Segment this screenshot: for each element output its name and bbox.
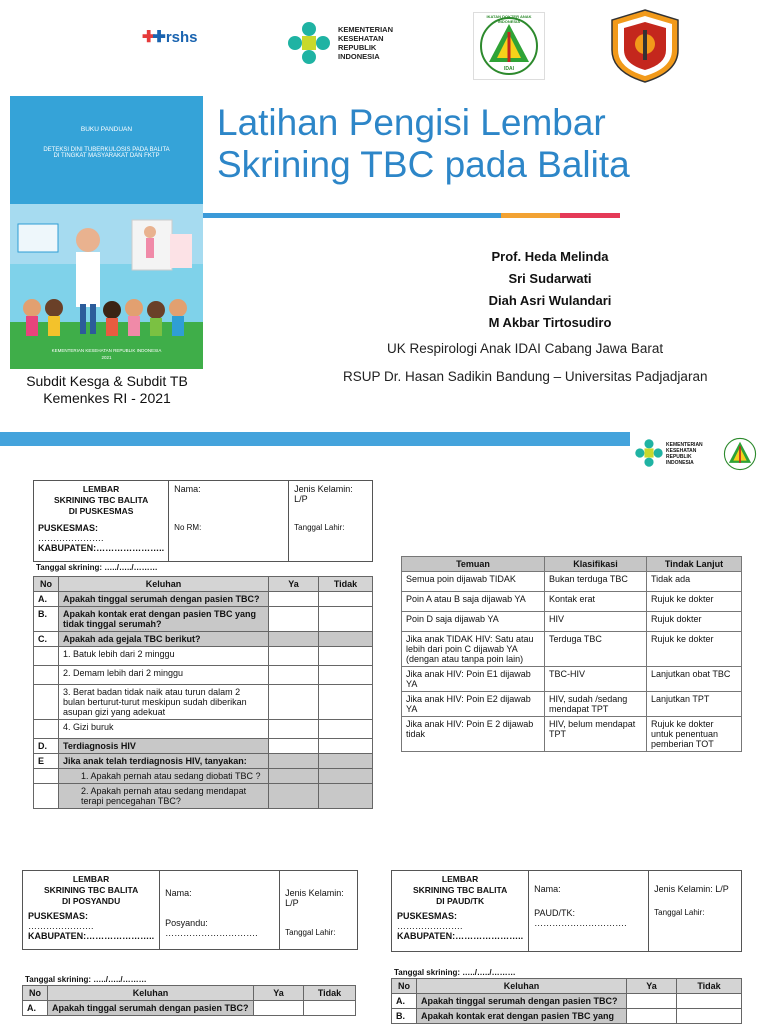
cls-r4-tindak: Rujuk ke dokter — [647, 632, 742, 667]
form3-jenis-label: Jenis Kelamin: L/P — [654, 884, 729, 894]
table-row — [392, 1009, 742, 1024]
form3-row-b-no: B. — [392, 1009, 417, 1024]
cls-r4-temuan: Jika anak TIDAK HIV: Satu atau lebih dari poin C dijawab YA (dengan atau tanpa poin lain) — [402, 632, 545, 667]
form1-row-e2-no — [34, 784, 59, 809]
form3-paud-label: PAUD/TK: — [534, 908, 576, 918]
form1-row-c3-tidak[interactable] — [319, 685, 373, 720]
table-row — [34, 754, 373, 769]
form1-header — [33, 480, 373, 562]
form1-row-b-tidak[interactable] — [319, 607, 373, 632]
book-year: 2021 — [101, 355, 112, 360]
form3-header — [391, 870, 742, 952]
form1-row-a-text: Apakah tinggal serumah dengan pasien TBC? — [59, 592, 269, 607]
form1-table — [33, 576, 373, 809]
subdit-caption — [12, 373, 202, 407]
table-row — [402, 592, 742, 612]
title-bar-orange — [501, 213, 560, 218]
form2-nama-label: Nama: — [165, 888, 192, 898]
form1-row-c2-ya[interactable] — [269, 666, 319, 685]
table-row — [402, 717, 742, 752]
form3-col-keluhan: Keluhan — [417, 979, 627, 994]
form1-col-ya: Ya — [269, 577, 319, 592]
form2-tgl-lahir-label: Tanggal Lahir: — [285, 928, 336, 937]
cls-r1-temuan: Semua poin dijawab TIDAK — [402, 572, 545, 592]
form1-row-c3-ya[interactable] — [269, 685, 319, 720]
form1-nama-label: Nama: — [174, 484, 201, 494]
form1-row-d-tidak[interactable] — [319, 739, 373, 754]
cls-r5-klas: TBC-HIV — [545, 667, 647, 692]
form2-title-1: LEMBAR — [72, 874, 110, 884]
cls-r2-klas: Kontak erat — [545, 592, 647, 612]
form1-tgl-lahir-label: Tanggal Lahir: — [294, 522, 345, 532]
table-row — [392, 994, 742, 1009]
classification-table — [401, 556, 742, 752]
table-row — [402, 692, 742, 717]
form1-row-c1-tidak[interactable] — [319, 647, 373, 666]
idai-ring-text: IKATAN DOKTER ANAK INDONESIA — [486, 14, 532, 24]
form2-posyandu-dots: …………………………. — [165, 928, 258, 938]
form1-row-d-text: Terdiagnosis HIV — [59, 739, 269, 754]
form2-row-a-no: A. — [23, 1001, 48, 1016]
table-row — [402, 632, 742, 667]
table-row — [34, 666, 373, 685]
cls-r3-temuan: Poin D saja dijawab YA — [402, 612, 545, 632]
table-row — [34, 784, 373, 809]
cls-r2-temuan: Poin A atau B saja dijawab YA — [402, 592, 545, 612]
form3-row-a-text: Apakah tinggal serumah dengan pasien TBC? — [417, 994, 627, 1009]
table-row — [34, 769, 373, 784]
table-row — [34, 632, 373, 647]
author-2: Sri Sudarwati — [508, 271, 592, 286]
form1-row-b-no: B. — [34, 607, 59, 632]
form3-col-tidak: Tidak — [677, 979, 742, 994]
title-bar-red — [560, 213, 620, 218]
cls-r7-temuan: Jika anak HIV: Poin E 2 dijawab tidak — [402, 717, 545, 752]
form3-paud-dots: …………………………. — [534, 918, 627, 928]
form3-row-b-ya[interactable] — [627, 1009, 677, 1024]
form2-row-a-tidak[interactable] — [304, 1001, 356, 1016]
form3-col-ya: Ya — [627, 979, 677, 994]
form2-posyandu-label: Posyandu: — [165, 918, 208, 928]
author-list — [440, 246, 660, 334]
form1-jenis-label: Jenis Kelamin: L/P — [294, 484, 353, 504]
form1-row-c1-no — [34, 647, 59, 666]
form3-title-3: DI PAUD/TK — [436, 896, 485, 906]
form1-row-e2-tidak[interactable] — [319, 784, 373, 809]
book-subtitle-2: DI TINGKAT MASYARAKAT DAN FKTP — [53, 153, 160, 159]
form1-row-e-tidak — [319, 754, 373, 769]
form3-row-a-tidak[interactable] — [677, 994, 742, 1009]
cls-r7-klas: HIV, belum mendapat TPT — [545, 717, 647, 752]
form1-row-d-no: D. — [34, 739, 59, 754]
table-row — [34, 592, 373, 607]
cls-r5-temuan: Jika anak HIV: Poin E1 dijawab YA — [402, 667, 545, 692]
form1-row-c2-text: 2. Demam lebih dari 2 minggu — [59, 666, 269, 685]
form1-row-a-tidak[interactable] — [319, 592, 373, 607]
kemenkes-emblem-icon — [286, 20, 332, 66]
cls-r1-tindak: Tidak ada — [647, 572, 742, 592]
kemenkes-line-1: KEMENTERIAN — [338, 25, 394, 34]
form2-row-a-text: Apakah tinggal serumah dengan pasien TBC? — [48, 1001, 254, 1016]
table-row — [402, 572, 742, 592]
form1-row-d-ya[interactable] — [269, 739, 319, 754]
cls-r6-klas: HIV, sudah /sedang mendapat TPT — [545, 692, 647, 717]
table-row — [34, 647, 373, 666]
form1-row-a-ya[interactable] — [269, 592, 319, 607]
form1-row-e1-text: 1. Apakah pernah atau sedang diobati TBC ? — [59, 769, 269, 784]
form1-row-c3-no — [34, 685, 59, 720]
form2-jenis-label: Jenis Kelamin: L/P — [285, 888, 344, 908]
form1-row-c3-text: 3. Berat badan tidak naik atau turun dalam 2 bulan berturut-turut meskipun sudah diberikan asupan gizi yang adekuat — [59, 685, 269, 720]
title-line-1: Latihan Pengisi Lembar — [217, 102, 606, 143]
form1-tgl-skrining: Tanggal skrining: …../…../……… — [36, 563, 158, 572]
title-bar-blue — [203, 213, 501, 218]
form2-tgl-skrining: Tanggal skrining: …../…../……… — [25, 975, 147, 984]
idai-abbr: IDAI — [504, 66, 514, 72]
form3-puskesmas-label: PUSKESMAS: — [397, 911, 458, 921]
kemenkes-small-line-1: KEMENTERIAN — [666, 442, 703, 448]
table-row — [402, 667, 742, 692]
cls-r6-tindak: Lanjutkan TPT — [647, 692, 742, 717]
form3-row-a-ya[interactable] — [627, 994, 677, 1009]
form1-row-c2-no — [34, 666, 59, 685]
table-row — [23, 1001, 356, 1016]
form1-col-no: No — [34, 577, 59, 592]
rshs-cross-icon: ✚✚ — [142, 29, 163, 46]
kemenkes-small-line-2: KESEHATAN — [666, 448, 697, 454]
cls-r5-tindak: Lanjutkan obat TBC — [647, 667, 742, 692]
cls-col-temuan: Temuan — [402, 557, 545, 572]
form2-kabupaten-label: KABUPATEN:………………….. — [28, 931, 155, 941]
form1-title-1: LEMBAR — [82, 484, 120, 494]
form1-row-e-ya — [269, 754, 319, 769]
subdit-line-2: Kemenkes RI - 2021 — [43, 390, 171, 406]
form1-row-c-text: Apakah ada gejala TBC berikut? — [59, 632, 269, 647]
form1-title-2: SKRINING TBC BALITA — [53, 495, 149, 505]
title-line-2: Skrining TBC pada Balita — [217, 144, 630, 185]
book-cover-image — [10, 96, 203, 369]
slide-divider-bar — [0, 432, 630, 446]
form1-puskesmas-dots: …………………. — [38, 533, 104, 543]
form1-row-c-ya — [269, 632, 319, 647]
kemenkes-small-emblem-icon — [634, 438, 664, 468]
author-3: Diah Asri Wulandari — [488, 293, 612, 308]
form3-tgl-skrining: Tanggal skrining: …../…../……… — [394, 968, 516, 977]
form2-puskesmas-dots: …………………. — [28, 921, 94, 931]
cls-r3-tindak: Rujuk dokter — [647, 612, 742, 632]
form2-row-a-ya[interactable] — [254, 1001, 304, 1016]
form2-col-tidak: Tidak — [304, 986, 356, 1001]
form3-title-2: SKRINING TBC BALITA — [412, 885, 508, 895]
form1-row-b-ya[interactable] — [269, 607, 319, 632]
cls-r4-klas: Terduga TBC — [545, 632, 647, 667]
author-4: M Akbar Tirtosudiro — [488, 315, 612, 330]
book-publisher: KEMENTERIAN KESEHATAN REPUBLIK INDONESIA — [51, 348, 162, 353]
form1-row-c2-tidak[interactable] — [319, 666, 373, 685]
book-title: BUKU PANDUAN — [80, 126, 133, 133]
cls-col-tindak: Tindak Lanjut — [647, 557, 742, 572]
form2-header — [22, 870, 358, 950]
kemenkes-line-3: REPUBLIK — [338, 43, 377, 52]
form3-col-no: No — [392, 979, 417, 994]
form1-row-e1-tidak[interactable] — [319, 769, 373, 784]
author-1: Prof. Heda Melinda — [491, 249, 609, 264]
form1-col-tidak: Tidak — [319, 577, 373, 592]
form1-title-3: DI PUSKESMAS — [68, 506, 134, 516]
affiliation-1: UK Respirologi Anak IDAI Cabang Jawa Barat — [387, 341, 664, 356]
table-row — [402, 612, 742, 632]
affiliation-2: RSUP Dr. Hasan Sadikin Bandung – Universitas Padjadjaran — [343, 369, 708, 384]
form1-row-c-tidak — [319, 632, 373, 647]
table-row — [34, 607, 373, 632]
form1-puskesmas-label: PUSKESMAS: — [38, 523, 99, 533]
form3-puskesmas-dots: …………………. — [397, 921, 463, 931]
form1-row-e-no: E — [34, 754, 59, 769]
book-subtitle-1: DETEKSI DINI TUBERKULOSIS PADA BALITA — [43, 147, 170, 153]
form1-col-keluhan: Keluhan — [59, 577, 269, 592]
kemenkes-line-2: KESEHATAN — [338, 34, 384, 43]
cls-r7-tindak: Rujuk ke dokter untuk penentuan pemberian TOT — [647, 717, 742, 752]
form3-row-b-tidak[interactable] — [677, 1009, 742, 1024]
cls-r3-klas: HIV — [545, 612, 647, 632]
page-title — [217, 102, 630, 186]
form3-table — [391, 978, 742, 1024]
table-row — [34, 685, 373, 720]
form3-row-a-no: A. — [392, 994, 417, 1009]
rshs-logo-text: rshs — [165, 28, 198, 46]
kemenkes-logo — [286, 20, 393, 66]
form3-kabupaten-label: KABUPATEN:………………….. — [397, 931, 524, 941]
subdit-line-1: Subdit Kesga & Subdit TB — [26, 373, 188, 389]
form1-row-e2-text: 2. Apakah pernah atau sedang mendapat terapi pencegahan TBC? — [59, 784, 269, 809]
form1-row-e1-no — [34, 769, 59, 784]
form1-row-e2-ya[interactable] — [269, 784, 319, 809]
form1-row-c4-text: 4. Gizi buruk — [59, 720, 269, 739]
form3-row-b-text: Apakah kontak erat dengan pasien TBC yang — [417, 1009, 627, 1024]
form2-table — [22, 985, 356, 1016]
form2-col-no: No — [23, 986, 48, 1001]
form2-title-2: SKRINING TBC BALITA — [43, 885, 139, 895]
form1-row-e1-ya[interactable] — [269, 769, 319, 784]
form2-col-ya: Ya — [254, 986, 304, 1001]
rshs-logo — [142, 27, 198, 47]
cls-col-klasifikasi: Klasifikasi — [545, 557, 647, 572]
unpad-logo — [608, 8, 682, 84]
table-row — [34, 739, 373, 754]
form1-row-c-no: C. — [34, 632, 59, 647]
form1-row-b-text: Apakah kontak erat dengan pasien TBC yang tidak tinggal serumah? — [59, 607, 269, 632]
form3-nama-label: Nama: — [534, 884, 561, 894]
form1-kabupaten-label: KABUPATEN:………………….. — [38, 543, 165, 553]
form2-puskesmas-label: PUSKESMAS: — [28, 911, 89, 921]
form1-row-c1-ya[interactable] — [269, 647, 319, 666]
kemenkes-line-4: INDONESIA — [338, 52, 380, 61]
form2-title-3: DI POSYANDU — [61, 896, 121, 906]
cls-r1-klas: Bukan terduga TBC — [545, 572, 647, 592]
form1-row-e-text: Jika anak telah terdiagnosis HIV, tanyakan: — [59, 754, 269, 769]
form1-row-c4-ya[interactable] — [269, 720, 319, 739]
form2-col-keluhan: Keluhan — [48, 986, 254, 1001]
form3-title-1: LEMBAR — [441, 874, 479, 884]
kemenkes-small-text — [666, 442, 703, 466]
kemenkes-small-line-4: INDONESIA — [666, 460, 694, 466]
book-illustration — [10, 204, 203, 369]
table-row — [34, 720, 373, 739]
form1-row-c1-text: 1. Batuk lebih dari 2 minggu — [59, 647, 269, 666]
kemenkes-small-line-3: REPUBLIK — [666, 454, 692, 460]
cls-r6-temuan: Jika anak HIV: Poin E2 dijawab YA — [402, 692, 545, 717]
form1-row-c4-tidak[interactable] — [319, 720, 373, 739]
form1-row-c4-no — [34, 720, 59, 739]
idai-small-logo — [720, 434, 760, 474]
form3-tgl-lahir-label: Tanggal Lahir: — [654, 908, 705, 917]
form1-row-a-no: A. — [34, 592, 59, 607]
form1-norm-label: No RM: — [174, 522, 202, 532]
cls-r2-tindak: Rujuk ke dokter — [647, 592, 742, 612]
